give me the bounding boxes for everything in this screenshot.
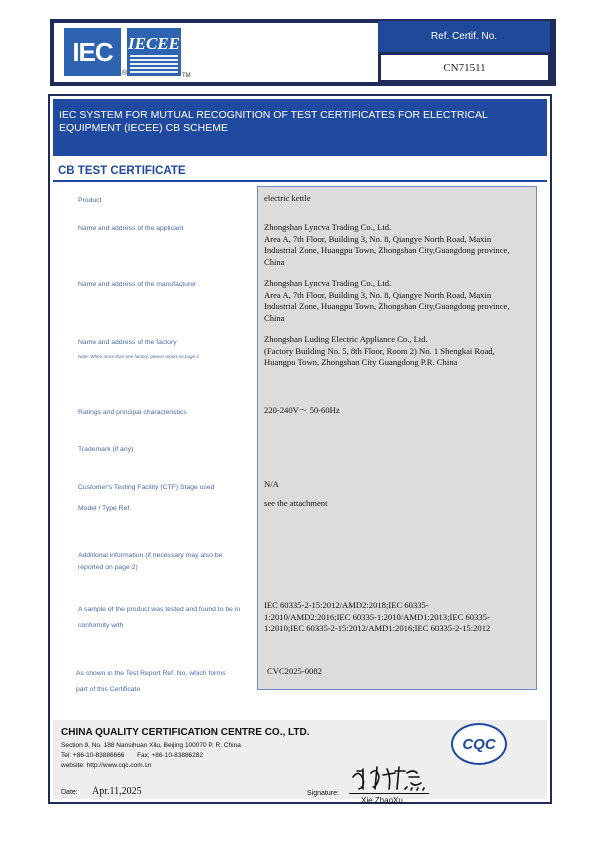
cqc-logo: CQC (451, 723, 507, 765)
iecee-logo: IECEE (127, 28, 181, 76)
date-label: Date: (61, 789, 78, 796)
value-ctf-stage: N/A (264, 479, 279, 489)
label-model: Model / Type Ref. (78, 505, 132, 512)
registered-mark: ® (122, 70, 128, 77)
signature-label: Signature: (307, 790, 339, 797)
label-test-report: As shown in the Test Report Ref. No. which forms part of this Certificate (76, 670, 226, 693)
label-product: Product (78, 197, 102, 204)
value-factory: Zhongshan Luding Electric Appliance Co., Ltd. (Factory Building No. 5, 8th Floor, Room 2) No. 1 Shengkai Road, Huangpu Town, Zhongshan City Guangdong P.R. China (264, 334, 495, 367)
issuer-name: CHINA QUALITY CERTIFICATION CENTRE CO., LTD. (61, 727, 310, 738)
label-additional-info: Additional information (if necessary may also be reported on page 2) (78, 552, 223, 571)
value-model: see the attachment (264, 498, 328, 508)
issuer-website: website: http://www.cqc.com.cn (61, 762, 152, 769)
value-product: electric kettle (264, 193, 311, 203)
issuer-tel-fax: Tel: +86-10-83886666 Fax: +86-10-83886282 (61, 752, 204, 759)
certificate-title: CB TEST CERTIFICATE (58, 165, 186, 177)
label-ratings: Ratings and principal characteristics (78, 409, 187, 416)
title-divider (53, 180, 547, 182)
value-applicant: Zhongshan Lyncva Trading Co., Ltd. Area A, 7th Floor, Building 3, No. 8, Qiangye North Road, Maxin Industrial Zone, Huangpu Town, Zhongshan City,Guangdong province, China (264, 222, 510, 267)
scheme-banner: IEC SYSTEM FOR MUTUAL RECOGNITION OF TEST CERTIFICATES FOR ELECTRICAL EQUIPMENT (IECEE) CB SCHEME (53, 99, 547, 156)
certificate-body (48, 94, 552, 804)
label-factory-note: Note: When more than one factory, please report on page 2 (78, 354, 199, 359)
issue-date: Apr.11,2025 (92, 786, 142, 797)
label-trademark: Trademark (if any) (78, 446, 134, 453)
value-ratings: 220-240V～ 50-60Hz (264, 405, 340, 415)
value-conformity: IEC 60335-2-15:2012/AMD2:2018;IEC 60335-1:2010/AMD2:2016;IEC 60335-1:2010/AMD1:2013;IEC 60335-1:2010;IEC 60335-2-15:2012/AMD1:2016;IEC 60335-2-15:2012 (264, 600, 491, 633)
label-factory: Name and address of the factory (78, 339, 177, 346)
signatory-name: Xie ZhaoXu (361, 796, 403, 805)
handwritten-signature (349, 763, 429, 793)
label-applicant: Name and address of the applicant (78, 225, 184, 232)
signature-line (349, 793, 429, 794)
value-test-report: CVC2025-0082 (267, 666, 322, 676)
issuer-footer (53, 720, 547, 805)
iec-logo: IEC (64, 28, 121, 76)
ref-certif-label: Ref. Certif. No. (378, 21, 550, 52)
label-ctf-stage: Customer's Testing Facility (CTF) Stage used (78, 484, 215, 491)
iecee-logo-stripes (130, 55, 178, 73)
trademark-mark: TM (182, 73, 191, 79)
issuer-address: Section 9, No. 188 Nansihuan Xilu, Beijing 100070 P. R. China (61, 742, 241, 749)
label-conformity: A sample of the product was tested and found to be in conformity with (78, 606, 241, 629)
ref-certif-number: CN71511 (381, 55, 548, 80)
value-manufacturer: Zhongshan Lyncva Trading Co., Ltd. Area A, 7th Floor, Building 3, No. 8, Qiangye North Road, Maxin Industrial Zone, Huangpu Town, Zhongshan City,Guangdong province, China (264, 278, 510, 323)
label-manufacturer: Name and address of the manufacturer (78, 281, 197, 288)
logo-area (54, 23, 378, 82)
certificate-header (50, 19, 556, 86)
